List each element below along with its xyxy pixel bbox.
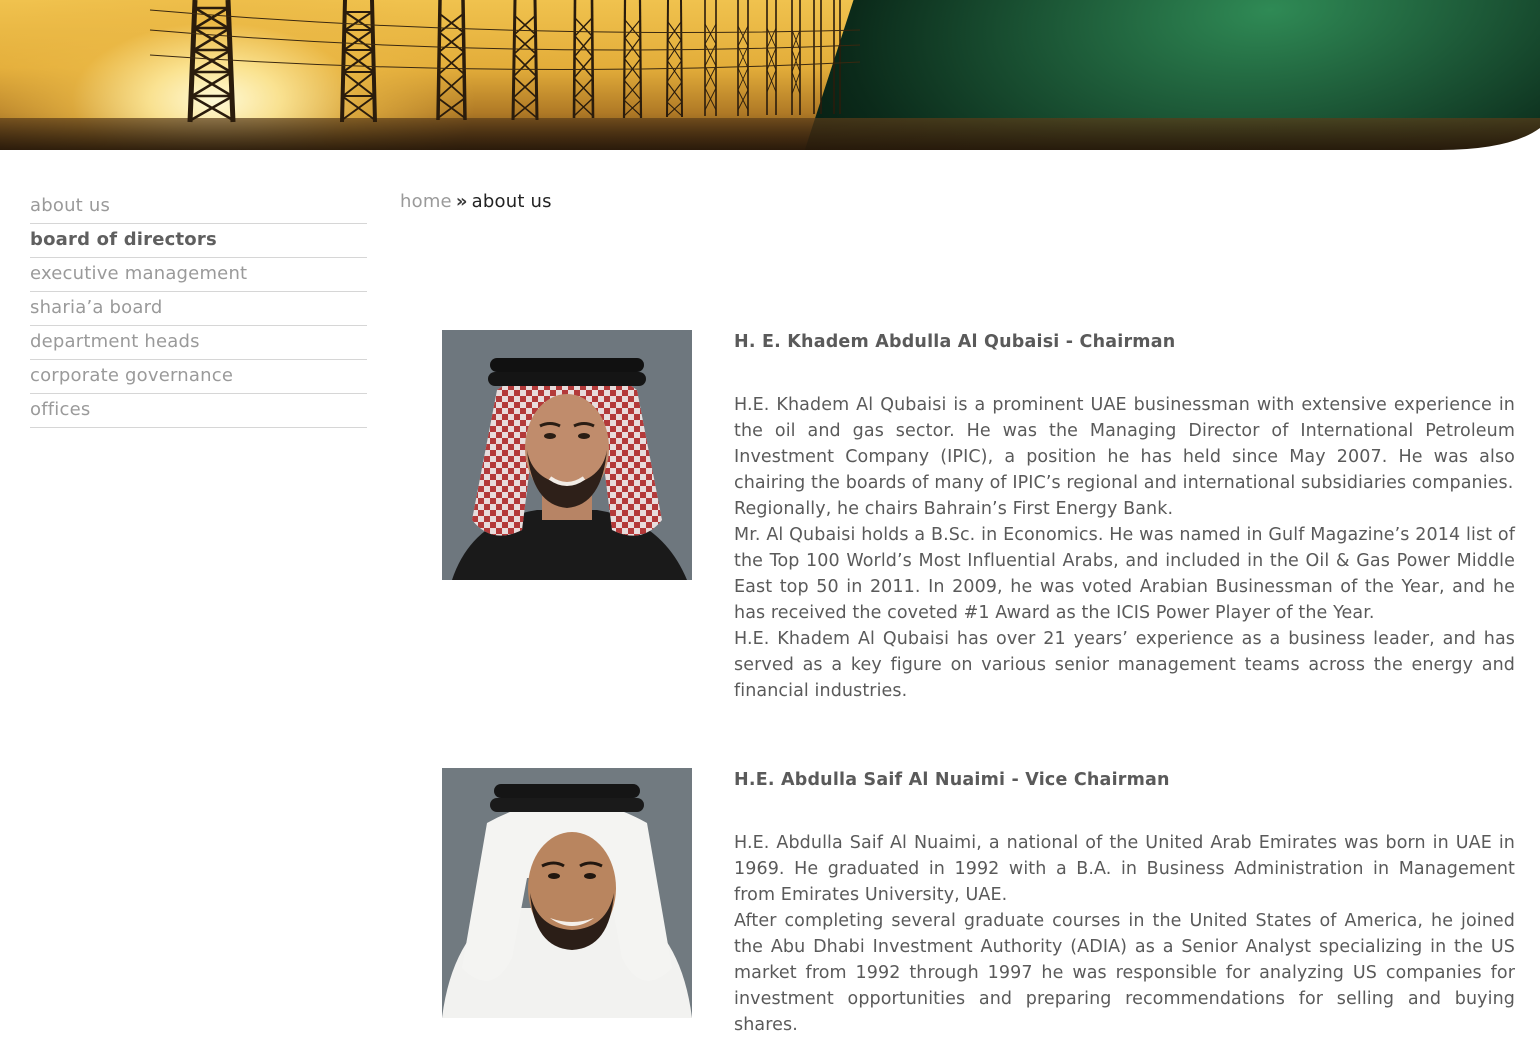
breadcrumb-home-link[interactable]: home <box>400 191 452 212</box>
director-photo <box>442 330 692 580</box>
breadcrumb-separator: » <box>455 191 468 212</box>
director-text <box>734 768 1515 1038</box>
bio-paragraph: H.E. Khadem Al Qubaisi is a prominent UAE businessman with extensive experience in the oil and gas sector. He was the Managing Director of International Petroleum Investment Company (IPIC), a position he has held since May 2007. He was also chairing the boards of many of IPIC’s regional and international subsidiaries companies. <box>734 395 1515 493</box>
sidebar-item-executive-management[interactable]: executive management <box>30 258 367 292</box>
sidebar-item-about-us[interactable]: about us <box>30 190 367 224</box>
director-card <box>442 330 1515 730</box>
sidebar-nav <box>30 190 367 428</box>
sidebar-item-corporate-governance[interactable]: corporate governance <box>30 360 367 394</box>
breadcrumb <box>400 191 552 212</box>
sidebar-item-board-of-directors[interactable]: board of directors <box>30 224 367 258</box>
breadcrumb-current: about us <box>471 191 552 212</box>
power-pylons-image <box>0 0 1540 150</box>
director-name: H.E. Abdulla Saif Al Nuaimi - Vice Chairman <box>734 770 1170 790</box>
director-name: H. E. Khadem Abdulla Al Qubaisi - Chairman <box>734 332 1176 352</box>
bio-paragraph: Mr. Al Qubaisi holds a B.Sc. in Economics. He was named in Gulf Magazine’s 2014 list of the Top 100 World’s Most Influential Arabs, and included in the Oil & Gas Power Middle East top 50 in 2011. In 2009, he was voted Arabian Businessman of the Year, and he has received the coveted #1 Award as the ICIS Power Player of the Year. <box>734 525 1515 623</box>
director-card <box>442 768 1515 1035</box>
header-banner <box>0 0 1540 150</box>
bio-paragraph: Regionally, he chairs Bahrain’s First Energy Bank. <box>734 499 1174 519</box>
bio-paragraph: H.E. Abdulla Saif Al Nuaimi, a national of the United Arab Emirates was born in UAE in 1969. He graduated in 1992 with a B.A. in Business Administration in Management from Emirates University, UAE. <box>734 833 1515 905</box>
sidebar-item-sharia-board[interactable]: sharia’a board <box>30 292 367 326</box>
sidebar-item-department-heads[interactable]: department heads <box>30 326 367 360</box>
director-bio <box>734 392 1515 704</box>
bio-paragraph: After completing several graduate courses in the United States of America, he joined the Abu Dhabi Investment Authority (ADIA) as a Senior Analyst specializing in the US market from 1992 through 1997 he was responsible for analyzing US companies for investment opportunities and preparing recommendations for selling and buying shares. <box>734 911 1515 1035</box>
director-text <box>734 330 1515 704</box>
sidebar-item-offices[interactable]: offices <box>30 394 367 428</box>
director-photo <box>442 768 692 1018</box>
bio-paragraph: H.E. Khadem Al Qubaisi has over 21 years’ experience as a business leader, and has served as a key figure on various senior management teams across the energy and financial industries. <box>734 629 1515 701</box>
director-bio <box>734 830 1515 1038</box>
